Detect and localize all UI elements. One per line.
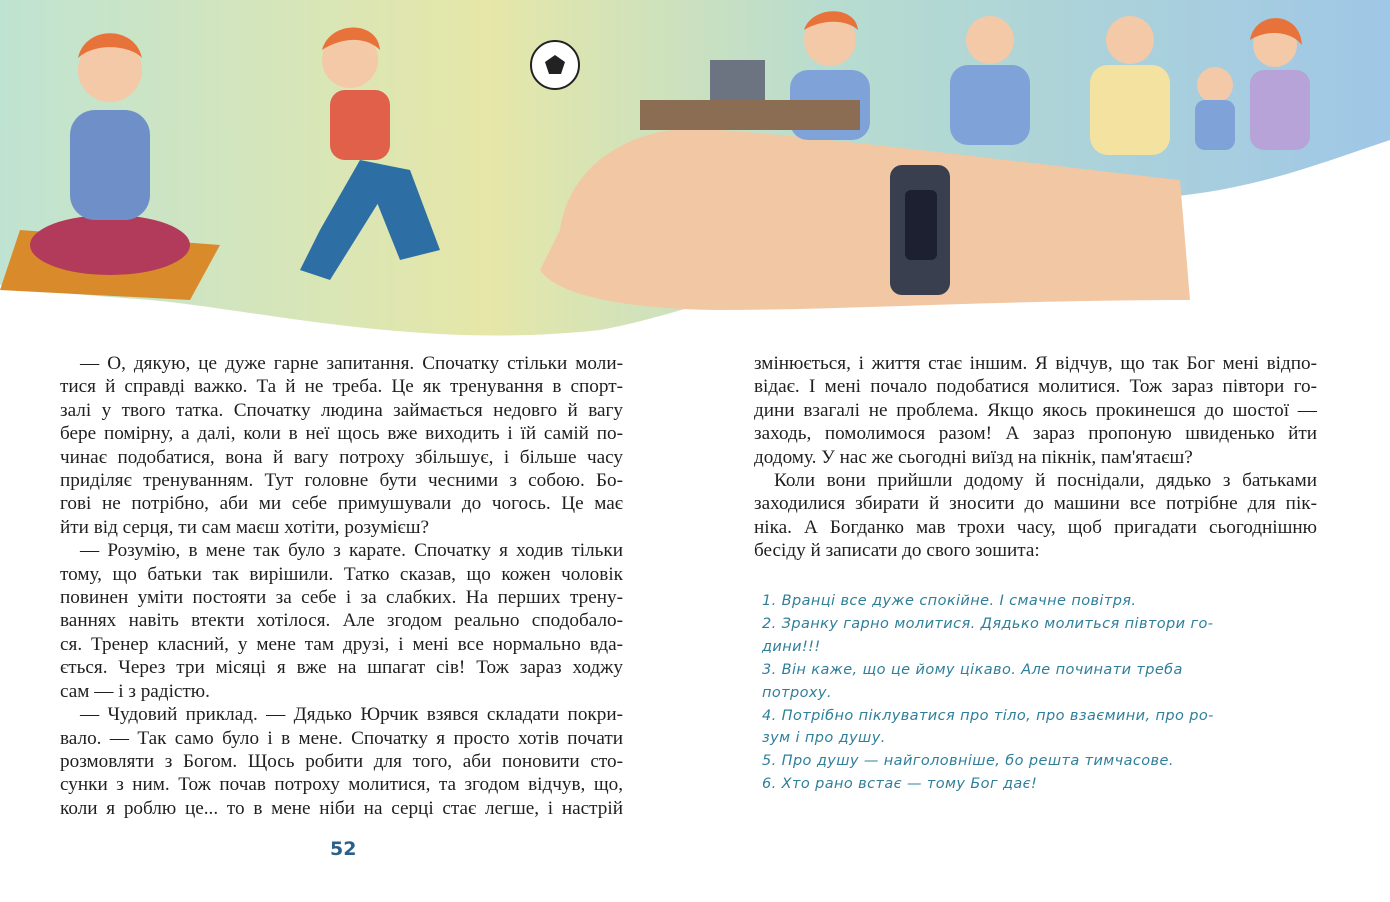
text-line: приділяє тренуванням. Тут головне бути чесними з собою. Бо- — [60, 470, 623, 492]
text-line: додому. У нас же сьогодні виїзд на пікнік, пам'ятаєш? — [754, 446, 1193, 468]
handwritten-notes — [762, 590, 1322, 796]
note-line: 1. Вранці все дуже спокійне. І смачне повітря. — [762, 593, 1137, 609]
text-line: — Розумію, в мене так було з карате. Спочатку я ходив тільки — [80, 540, 623, 562]
text-line: бере помірну, а далі, коли в неї щось вже виходить і їй самій по- — [60, 423, 623, 445]
family-group — [950, 16, 1310, 155]
text-line: ваннях навіть втекти хотілося. Але згодом реально сподобало- — [60, 610, 623, 632]
text-line: заходь, помолимося разом! А зараз пропоную швиденько йти — [754, 423, 1317, 445]
text-line: дини взагалі не проблема. Якщо якось прокинешся до шостої — — [754, 399, 1317, 421]
text-line: сам — і з радістю. — [60, 680, 210, 702]
text-line: відає. І мені почало подобатися молитися. Тож зараз півтори го- — [754, 376, 1317, 398]
note-line: дини!!! — [762, 638, 821, 655]
text-line: вало. — Так само було і в мене. Спочатку я просто хотів почати — [60, 727, 623, 749]
text-line: ся. Тренер класний, у мене там друзі, і мені все нормально вда- — [60, 633, 623, 655]
text-line: заходилися збирати й зносити до машини все потрібне для пік- — [754, 493, 1317, 515]
page-number: 52 — [330, 838, 357, 860]
text-line: змінюється, і життя стає іншим. Я відчув, що так Бог мені відпо- — [754, 353, 1317, 374]
note-line: зум і про душу. — [762, 730, 886, 747]
note-line: 2. Зранку гарно молитися. Дядько молиться півтори го- — [762, 615, 1214, 632]
note-line: 3. Він каже, що це йому цікаво. Але починати треба — [762, 661, 1183, 678]
left-column-text — [60, 352, 623, 820]
text-line: — Чудовий приклад. — Дядько Юрчик взявся складати покри- — [80, 704, 623, 726]
text-line: гові не потрібно, аби ми себе примушували до чогось. Це має — [60, 493, 623, 515]
note-line: 6. Хто рано встає — тому Бог дає! — [762, 776, 1038, 793]
note-line: 5. Про душу — найголовніше, бо решта тимчасове. — [762, 753, 1174, 770]
text-line: тися й справді важко. Та й не треба. Це як тренування в спорт- — [60, 376, 623, 398]
text-line: чинає подобатися, вона й вагу потроху збільшує, і більше часу — [60, 446, 623, 468]
text-line: розмовляти з Богом. Щось робити для того, аби поновити сто- — [60, 750, 623, 772]
soccer-ball-icon — [531, 41, 579, 89]
text-line: повинен уміти постояти за себе і за слабких. На перших трену- — [60, 587, 623, 609]
text-line: коли я роблю це... то в мене ніби на серці стає легше, і настрій — [60, 797, 623, 819]
text-line: ється. Через три місяці я вже на шпагат сів! Тож зараз ходжу — [60, 657, 623, 679]
text-line: Коли вони прийшли додому й поснідали, дядько з батьками — [774, 470, 1317, 492]
text-line: сунки з ним. Тож почав потроху молитися, та згодом відчув, що, — [60, 774, 623, 796]
note-line: 4. Потрібно піклуватися про тіло, про взаємини, про ро- — [762, 707, 1214, 724]
text-line: тому, що батьки так вирішили. Татко сказав, що кожен чоловік — [60, 563, 623, 585]
text-line: бесіду й записати до свого зошита: — [754, 540, 1040, 562]
text-line: залі у твого татка. Спочатку людина займається недовго й вагу — [60, 399, 623, 421]
illustration-banner — [0, 0, 1390, 360]
text-line: — О, дякую, це дуже гарне запитання. Спочатку стільки моли- — [80, 353, 623, 374]
right-column-text — [754, 352, 1317, 563]
text-line: ніка. А Богданко мав трохи часу, щоб пригадати сьогоднішню — [754, 516, 1317, 538]
text-line: йти від серця, ти сам маєш хотіти, розумієш? — [60, 516, 430, 538]
note-line: потроху. — [762, 684, 832, 701]
